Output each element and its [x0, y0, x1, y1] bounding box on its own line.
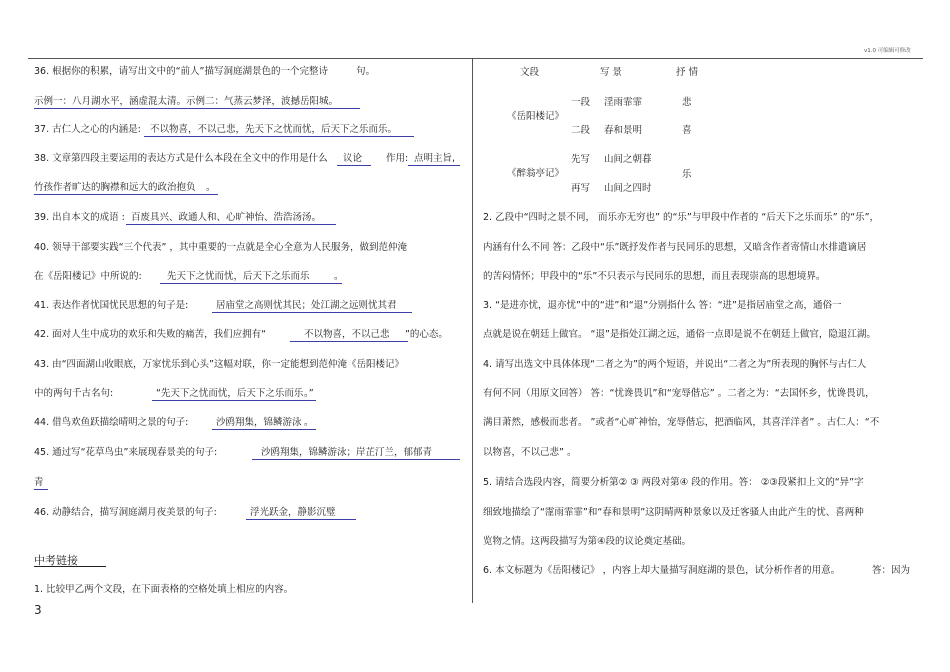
q44-answer: 沙鸥翔集，锦鳞游泳 — [216, 417, 302, 428]
header-rule — [28, 58, 923, 59]
q3-line2: 点就是说在朝廷上做官。 “退”是指处江湖之远，通俗一点即是说不在朝廷上做官，隐退江湖。 — [483, 329, 876, 340]
answer-underline — [246, 519, 356, 520]
q5-line2: 细致地描绘了“霪雨霏霏”和“春和景明”这阴晴两种景象以及迁客骚人由此产生的忧、喜两种 — [483, 507, 864, 518]
answer-underline — [212, 429, 316, 430]
table-header-passage: 文段 — [520, 67, 540, 78]
column-divider — [472, 58, 473, 603]
answer-underline — [152, 400, 316, 401]
q5-line3: 览物之情。这两段描写为第④段的议论奠定基础。 — [483, 536, 692, 547]
q2-line2: 内涵有什么不同 答：乙段中“乐”既抒发作者与民同乐的思想，又暗含作者寄情山水排遣谪居 — [483, 242, 867, 253]
q45-label: 45. 通过写“花草鸟虫”来展现春景美的句子: — [34, 447, 218, 458]
q2-line3: 的苦闷情怀；甲段中的“乐”不只表示与民同乐的思想，而且表现崇高的思想境界。 — [483, 271, 826, 282]
q36-tail: 句。 — [356, 66, 376, 77]
q42-tail: ”的心态。 — [405, 329, 448, 340]
q44-label: 44. 借鸟欢鱼跃描绘晴明之景的句子: — [34, 417, 189, 428]
q4-line3: 满目萧然，感极而悲者。 ”或者“心旷神怡，宠辱偕忘，把酒临风，其喜洋洋者” 。古仁人：“不 — [483, 417, 880, 428]
table-cell: 先写 — [571, 154, 591, 165]
table-zuiweng-name: 《醉翁亭记》 — [507, 168, 565, 179]
page-number: 3 — [34, 603, 42, 617]
q39-label: 39. 出自本文的成语 : — [34, 212, 125, 223]
q6-answer: 答：因为 — [872, 565, 911, 576]
q38-answer2: 点明主旨, — [414, 153, 456, 164]
q42-label: 42. 面对人生中成功的欢乐和失败的痛苦，我们应拥有“ — [34, 329, 267, 340]
q46-answer: 浮光跃金，静影沉璧 — [250, 507, 336, 518]
q4-line4: 以物喜，不以己悲” 。 — [483, 447, 577, 458]
table-header-scene: 写 景 — [600, 67, 623, 78]
q40-line2: 在《岳阳楼记》中所说的: — [34, 271, 142, 282]
q41-label: 41. 表达作者忧国忧民思想的句子是: — [34, 300, 189, 311]
q38-answer3: 竹孩作者旷达的胸襟和远大的政治抱负 — [34, 182, 196, 193]
section-title: 中考链接 — [34, 554, 78, 567]
q6-line1: 6. 本文标题为《岳阳楼记》 ，内容上却大量描写洞庭湖的景色，试分析作者的用意。 — [483, 565, 841, 576]
q43-line2: 中的两句千古名句: — [34, 388, 114, 399]
q43-line1: 43. 由“四面湖山收眼底，万家忧乐到心头”这幅对联，你一定能想到范仲淹《岳阳楼记》 — [34, 359, 404, 370]
q40-line1: 40. 领导干部要实践“三个代表” ，其中重要的一点就是全心全意为人民服务，做到范仲淹 — [34, 242, 407, 253]
q41-answer: 居庙堂之高则忧其民；处江湖之远则忧其君 — [216, 300, 397, 311]
table-cell: 悲 — [682, 97, 692, 108]
q38-mid: 作用: — [386, 153, 409, 164]
table-cell: 山间之朝暮 — [604, 154, 652, 165]
q5-line1: 5. 请结合选段内容，简要分析第② ③ 两段对第④ 段的作用。答： ②③段紧扣上文的“异”字 — [483, 477, 864, 488]
q36-line1: 36. 根据你的积累，请写出文中的“前人”描写洞庭湖景色的一个完整诗 — [34, 66, 328, 77]
answer-underline — [144, 136, 414, 137]
table-cell: 山间之四时 — [604, 183, 652, 194]
q36-answer: 示例一：八月湖水平，涵虚混太清。示例二：气蒸云梦泽，波撼岳阳城。 — [34, 96, 339, 107]
answer-underline — [252, 459, 460, 460]
table-header-emotion: 抒 情 — [676, 67, 699, 78]
answer-underline — [408, 165, 460, 166]
q40-tail: 。 — [334, 271, 344, 282]
table-cell: 乐 — [682, 169, 692, 180]
q40-answer: 先天下之忧而忧，后天下之乐而乐 — [167, 271, 310, 282]
q43-tail: 。” — [304, 388, 314, 399]
section-title-underline — [34, 566, 106, 567]
q38-answer1: 议论 — [343, 153, 363, 164]
table-cell: 一段 — [571, 97, 591, 108]
table-cell: 再写 — [571, 183, 591, 194]
answer-underline — [34, 194, 218, 195]
link-q1: 1. 比较甲乙两个文段，在下面表格的空格处填上相应的内容。 — [34, 584, 294, 595]
answer-underline — [34, 489, 48, 490]
q45-answer-cont: 青 — [34, 477, 44, 488]
q45-answer: 沙鸥翔集，锦鳞游泳；岸芷汀兰，郁郁青 — [261, 447, 433, 458]
version-label: v1.0 可编辑可修改 — [864, 48, 911, 54]
table-yueyang-name: 《岳阳楼记》 — [507, 111, 565, 122]
q42-answer: 不以物喜，不以己悲 — [304, 329, 390, 340]
table-cell: 淫雨霏霏 — [604, 97, 643, 108]
q2-line1: 2. 乙段中“四时之景不同， 而乐亦无穷也” 的“乐”与甲段中作者的 “后天下之乐而乐” 的“乐”， — [483, 212, 880, 223]
table-cell: 春和景明 — [604, 125, 643, 136]
q4-line1: 4. 请写出选文中具体体现“二者之为”的两个短语，并说出“二者之为”所表现的胸怀与古仁人 — [483, 359, 867, 370]
answer-underline — [34, 108, 360, 109]
q3-line1: 3. “是进亦忧，退亦忧”中的“进”和“退”分别指什么 答：“进”是指居庙堂之高，通俗一 — [483, 300, 842, 311]
answer-underline — [160, 283, 342, 284]
q37-label: 37. 古仁人之心的内涵是: — [34, 124, 141, 135]
q43-answer: “先天下之忧而忧，后天下之乐而乐 — [156, 388, 304, 399]
answer-underline — [337, 165, 371, 166]
q38-label: 38. 文章第四段主要运用的表达方式是什么本段在全文中的作用是什么 — [34, 153, 328, 164]
q37-answer: 不以物喜，不以己悲，先天下之忧而忧，后天下之乐而乐。 — [150, 124, 398, 135]
q44-tail: 。 — [304, 417, 314, 428]
table-cell: 二段 — [571, 125, 591, 136]
q4-line2: 有何不同（用原文回答） 答：“忧谗畏讥”和“宠辱偕忘” 。二者之为：“去国怀乡，忧谗畏讥， — [483, 388, 875, 399]
table-cell: 喜 — [682, 125, 692, 136]
q39-answer: 百废具兴、政通人和、心旷神怡、浩浩汤汤。 — [131, 212, 322, 223]
q38-tail: 。 — [206, 182, 216, 193]
q46-label: 46. 动静结合，描写洞庭湖月夜美景的句子: — [34, 507, 217, 518]
answer-underline — [290, 341, 408, 342]
answer-underline — [212, 312, 412, 313]
answer-underline — [126, 224, 336, 225]
